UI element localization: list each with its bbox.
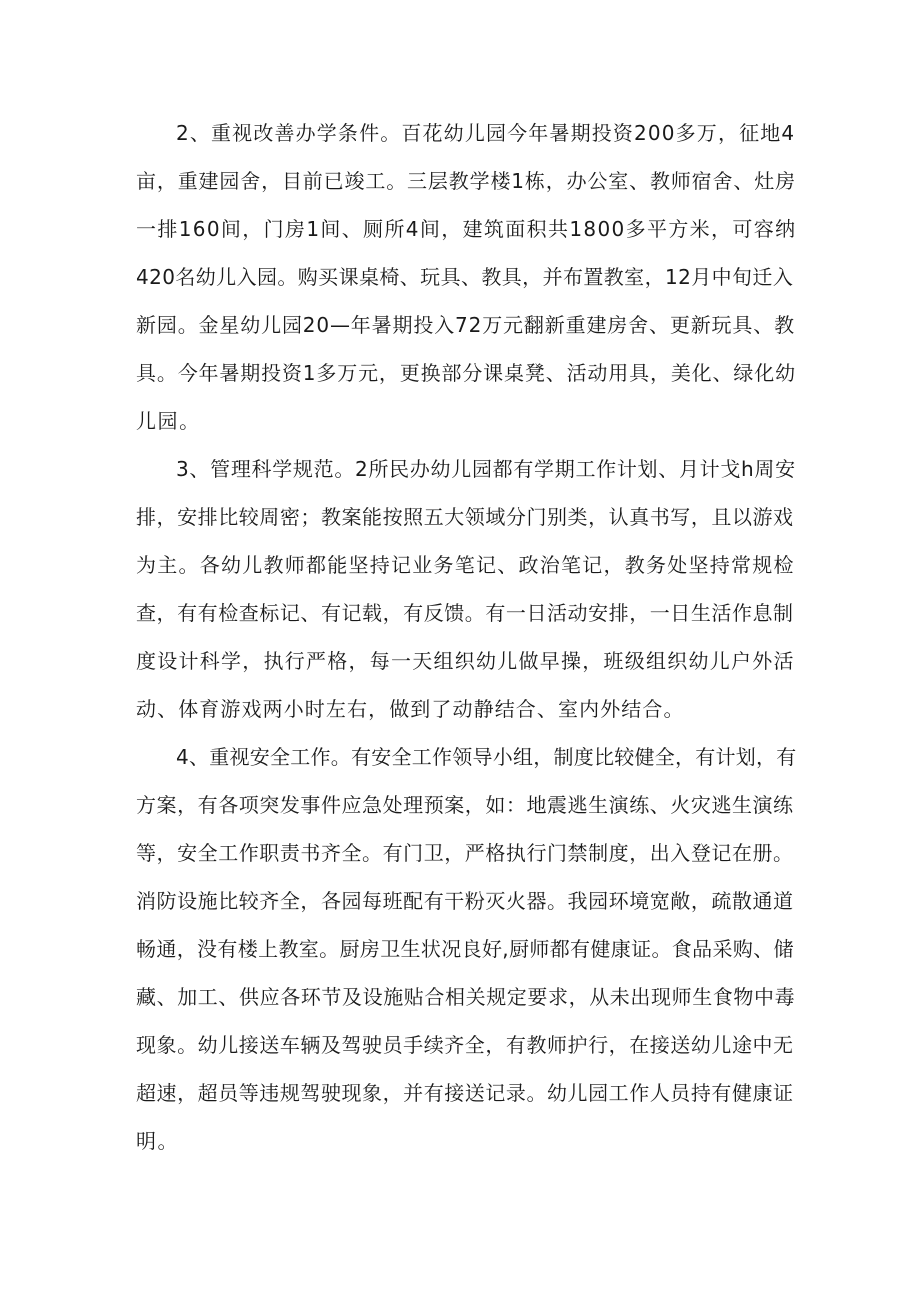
- paragraph-2-line-4: 420名幼儿入园。购买课桌椅、玩具、教具，并布置教室，12月中旬迁入: [136, 265, 794, 289]
- paragraph-2-line-1: 2、重视改善办学条件。百花幼儿园今年暑期投资200多万，征地4: [176, 121, 796, 145]
- paragraph-3-line-2: 排，安排比较周密；教案能按照五大领域分门别类，认真书写，且以游戏: [136, 505, 794, 529]
- paragraph-3-line-5: 度设计科学，执行严格，每一天组织幼儿做早操，班级组织幼儿户外活: [136, 649, 795, 673]
- paragraph-4-line-7: 现象。幼儿接送车辆及驾驶员手续齐全，有教师护行，在接送幼儿途中无: [136, 1033, 794, 1057]
- paragraph-4-line-6: 藏、加工、供应各环节及设施贴合相关规定要求，从未出现师生食物中毒: [136, 985, 796, 1009]
- paragraph-4-line-3: 等，安全工作职责书齐全。有门卫，严格执行门禁制度，出入登记在册。: [136, 841, 794, 865]
- paragraph-4-line-1: 4、重视安全工作。有安全工作领导小组，制度比较健全，有计划，有: [176, 745, 797, 769]
- paragraph-2-line-3: 一排160间，门房1间、厕所4间，建筑面积共1800多平方米，可容纳: [136, 217, 797, 241]
- paragraph-4-line-2: 方案，有各项突发事件应急处理预案，如：地震逃生演练、火灾逃生演练: [136, 793, 794, 817]
- paragraph-4-line-9: 明。: [136, 1129, 180, 1153]
- paragraph-4-line-8: 超速，超员等违规驾驶现象，并有接送记录。幼儿园工作人员持有健康证: [136, 1081, 794, 1105]
- paragraph-2-line-2: 亩，重建园舍，目前已竣工。三层教学楼1栋，办公室、教师宿舍、灶房: [136, 169, 796, 193]
- paragraph-2-line-6: 具。今年暑期投资1多万元，更换部分课桌凳、活动用具，美化、绿化幼: [136, 361, 796, 385]
- paragraph-4-line-5: 畅通，没有楼上教室。厨房卫生状况良好,厨师都有健康证。食品采购、储: [136, 937, 794, 961]
- paragraph-3-line-4: 查，有有检查标记、有记载，有反馈。有一日活动安排，一日生活作息制: [136, 601, 794, 625]
- paragraph-3-line-3: 为主。各幼儿教师都能坚持记业务笔记、政治笔记，教务处坚持常规检: [136, 553, 795, 577]
- paragraph-2-line-5: 新园。金星幼儿园20—年暑期投入72万元翻新重建房舍、更新玩具、教: [136, 313, 795, 337]
- paragraph-2-line-7: 儿园。: [136, 409, 201, 433]
- paragraph-3-line-6: 动、体育游戏两小时左右，做到了动静结合、室内外结合。: [136, 697, 685, 721]
- paragraph-4-line-4: 消防设施比较齐全，各园每班配有干粉灭火器。我园环境宽敞，疏散通道: [136, 889, 794, 913]
- paragraph-3-line-1: 3、管理科学规范。2所民办幼儿园都有学期工作计划、月计戈h周安: [176, 457, 796, 481]
